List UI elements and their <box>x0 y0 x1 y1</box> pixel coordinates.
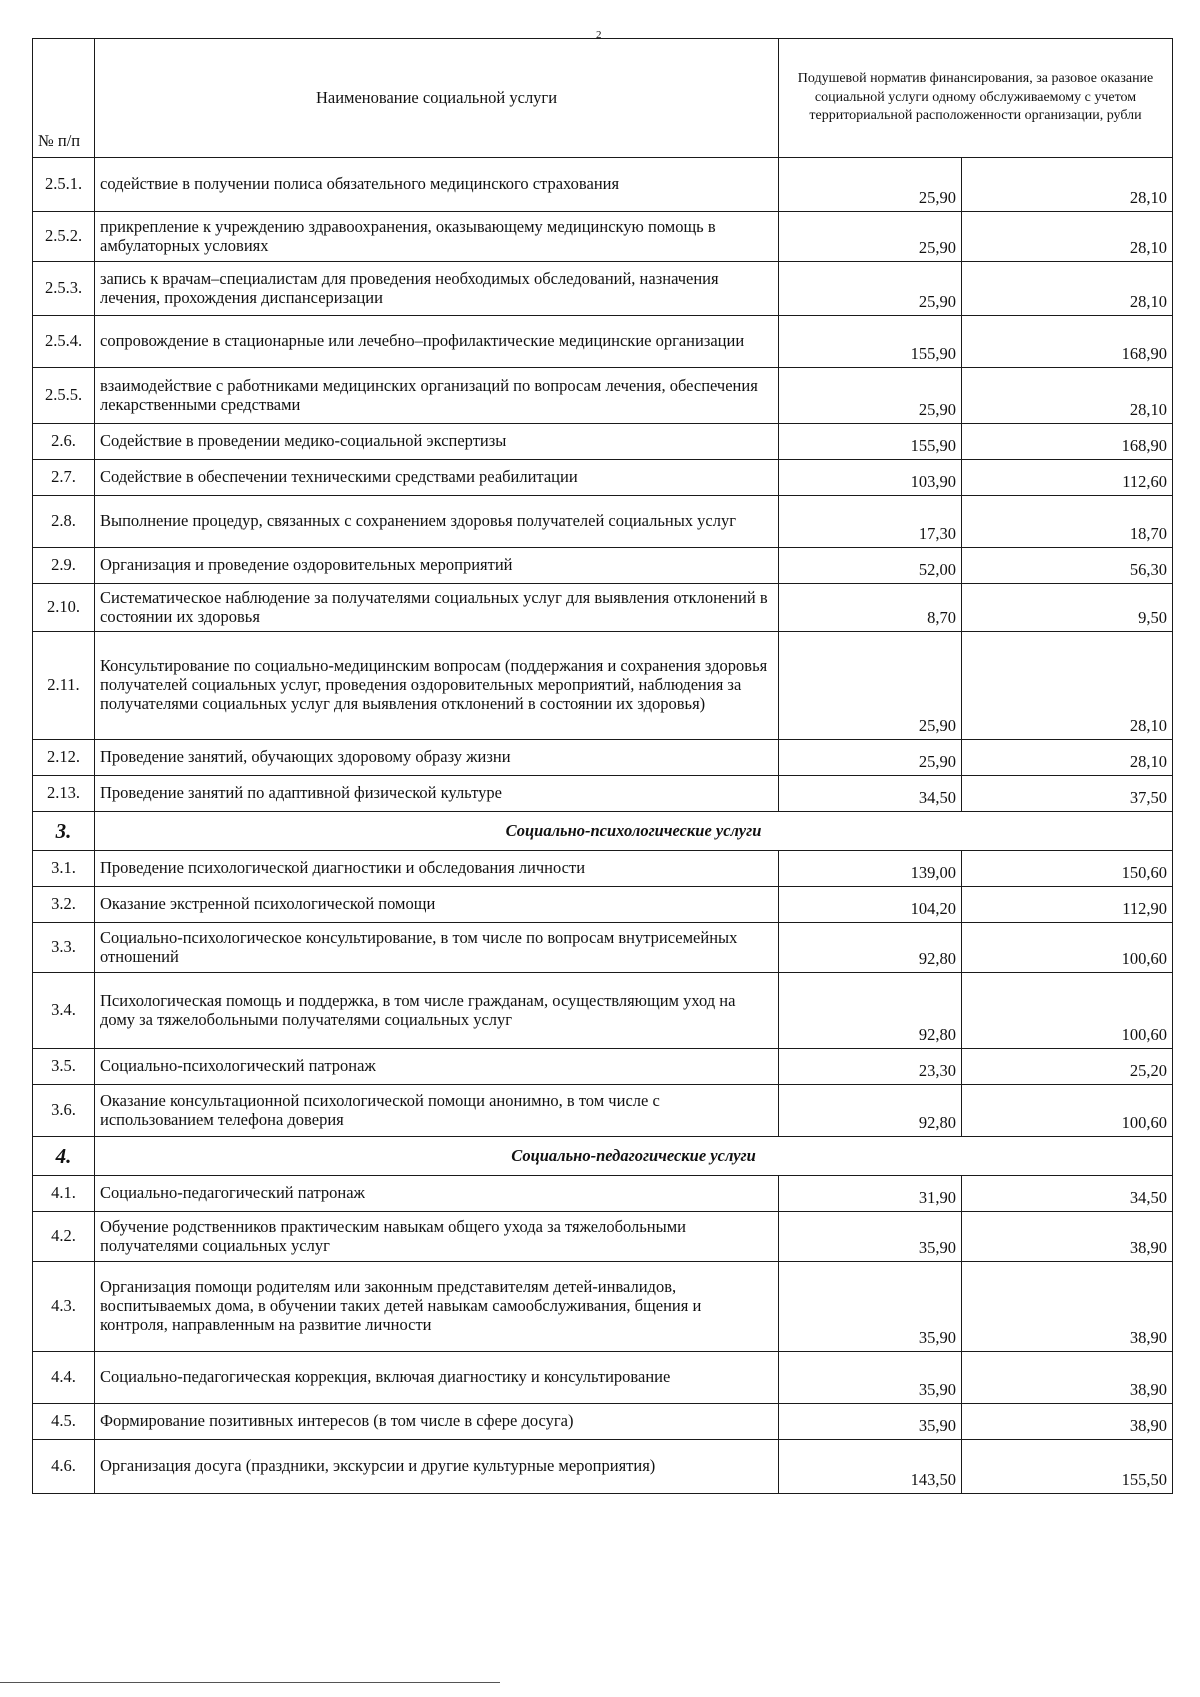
row-number: 2.11. <box>33 632 95 740</box>
norm-value-1: 25,90 <box>779 158 962 212</box>
norm-value-1: 17,30 <box>779 496 962 548</box>
row-number: 2.5.4. <box>33 316 95 368</box>
table-row <box>33 548 1173 584</box>
table-row <box>33 316 1173 368</box>
norm-value-1: 34,50 <box>779 776 962 812</box>
norm-value-2: 25,20 <box>962 1049 1173 1085</box>
row-number: 2.7. <box>33 460 95 496</box>
service-name: Выполнение процедур, связанных с сохранением здоровья получателей социальных услуг <box>95 496 779 548</box>
table-row <box>33 632 1173 740</box>
row-number: 2.5.5. <box>33 368 95 424</box>
norm-value-2: 34,50 <box>962 1176 1173 1212</box>
norm-value-1: 52,00 <box>779 548 962 584</box>
row-number: 2.13. <box>33 776 95 812</box>
norm-value-2: 56,30 <box>962 548 1173 584</box>
service-name: Содействие в проведении медико-социальной экспертизы <box>95 424 779 460</box>
row-number: 4.4. <box>33 1352 95 1404</box>
norm-value-1: 35,90 <box>779 1404 962 1440</box>
norm-value-2: 9,50 <box>962 584 1173 632</box>
row-number: 3.1. <box>33 851 95 887</box>
service-name: сопровождение в стационарные или лечебно–профилактические медицинские организации <box>95 316 779 368</box>
norm-value-1: 25,90 <box>779 212 962 262</box>
row-number: 3.2. <box>33 887 95 923</box>
service-name: Организация помощи родителям или законным представителям детей-инвалидов, воспитываемых дома, в обучении таких детей навыкам самообслуживания, бщения и контроля, направленным на развитие личности <box>95 1262 779 1352</box>
service-name: запись к врачам–специалистам для проведения необходимых обследований, назначения лечения, прохождения диспансеризации <box>95 262 779 316</box>
table-row <box>33 262 1173 316</box>
table-row <box>33 460 1173 496</box>
row-number: 4.2. <box>33 1212 95 1262</box>
table-row <box>33 740 1173 776</box>
section-title: Социально-психологические услуги <box>95 812 1173 851</box>
service-name: Социально-психологическое консультирование, в том числе по вопросам внутрисемейных отношений <box>95 923 779 973</box>
service-name: Систематическое наблюдение за получателями социальных услуг для выявления отклонений в состоянии их здоровья <box>95 584 779 632</box>
service-name: Проведение занятий, обучающих здоровому образу жизни <box>95 740 779 776</box>
norm-value-2: 38,90 <box>962 1404 1173 1440</box>
table-row <box>33 776 1173 812</box>
norm-value-1: 25,90 <box>779 740 962 776</box>
norm-value-2: 38,90 <box>962 1212 1173 1262</box>
service-name: Формирование позитивных интересов (в том числе в сфере досуга) <box>95 1404 779 1440</box>
table-row <box>33 584 1173 632</box>
service-name: Организация и проведение оздоровительных мероприятий <box>95 548 779 584</box>
service-name: Социально-педагогический патронаж <box>95 1176 779 1212</box>
norm-value-1: 25,90 <box>779 262 962 316</box>
norm-value-2: 28,10 <box>962 368 1173 424</box>
norm-value-2: 150,60 <box>962 851 1173 887</box>
norm-value-2: 112,90 <box>962 887 1173 923</box>
row-number: 2.5.1. <box>33 158 95 212</box>
norm-value-1: 25,90 <box>779 368 962 424</box>
table-row <box>33 1352 1173 1404</box>
row-number: 3.6. <box>33 1085 95 1137</box>
table-row <box>33 923 1173 973</box>
table-row <box>33 851 1173 887</box>
row-number: 2.5.3. <box>33 262 95 316</box>
row-number: 2.5.2. <box>33 212 95 262</box>
norm-value-2: 112,60 <box>962 460 1173 496</box>
table-row <box>33 1440 1173 1494</box>
norm-value-1: 143,50 <box>779 1440 962 1494</box>
footer-divider <box>0 1682 500 1683</box>
row-number: 3.5. <box>33 1049 95 1085</box>
norm-value-1: 104,20 <box>779 887 962 923</box>
norm-value-2: 100,60 <box>962 973 1173 1049</box>
norm-value-2: 18,70 <box>962 496 1173 548</box>
service-name: Обучение родственников практическим навыкам общего ухода за тяжелобольными получателями социальных услуг <box>95 1212 779 1262</box>
norm-value-2: 100,60 <box>962 1085 1173 1137</box>
norm-value-1: 155,90 <box>779 424 962 460</box>
norm-value-1: 139,00 <box>779 851 962 887</box>
table-row <box>33 496 1173 548</box>
service-name: прикрепление к учреждению здравоохранения, оказывающему медицинскую помощь в амбулаторных условиях <box>95 212 779 262</box>
table-row <box>33 1049 1173 1085</box>
table-body <box>33 158 1173 1494</box>
norm-value-1: 23,30 <box>779 1049 962 1085</box>
header-financing-norm: Подушевой норматив финансирования, за разовое оказание социальной услуги одному обслуживаемому с учетом территориальной расположенности организации, рубли <box>779 39 1173 158</box>
header-num: № п/п <box>33 39 95 158</box>
row-number: 4.3. <box>33 1262 95 1352</box>
norm-value-1: 31,90 <box>779 1176 962 1212</box>
service-name: Организация досуга (праздники, экскурсии и другие культурные мероприятия) <box>95 1440 779 1494</box>
section-title: Социально-педагогические услуги <box>95 1137 1173 1176</box>
service-name: Проведение психологической диагностики и обследования личности <box>95 851 779 887</box>
norm-value-2: 38,90 <box>962 1352 1173 1404</box>
norm-value-2: 168,90 <box>962 316 1173 368</box>
service-name: Психологическая помощь и поддержка, в том числе гражданам, осуществляющим уход на дому за тяжелобольными получателями социальных услуг <box>95 973 779 1049</box>
service-name: Содействие в обеспечении техническими средствами реабилитации <box>95 460 779 496</box>
row-number: 2.8. <box>33 496 95 548</box>
section-number: 3. <box>33 812 95 851</box>
table-row <box>33 1085 1173 1137</box>
norm-value-1: 92,80 <box>779 973 962 1049</box>
table-row <box>33 1212 1173 1262</box>
service-name: Консультирование по социально-медицинским вопросам (поддержания и сохранения здоровья получателей социальных услуг, проведения оздоровительных мероприятий, наблюдения за получателями социальных услуг для выявления отклонений в состоянии их здоровья) <box>95 632 779 740</box>
norm-value-2: 155,50 <box>962 1440 1173 1494</box>
table-row <box>33 887 1173 923</box>
row-number: 4.6. <box>33 1440 95 1494</box>
table-row <box>33 1176 1173 1212</box>
table-row <box>33 212 1173 262</box>
norm-value-2: 168,90 <box>962 424 1173 460</box>
norm-value-1: 92,80 <box>779 1085 962 1137</box>
norm-value-1: 35,90 <box>779 1352 962 1404</box>
table-row <box>33 158 1173 212</box>
row-number: 2.12. <box>33 740 95 776</box>
table-header-row <box>33 39 1173 158</box>
norm-value-1: 25,90 <box>779 632 962 740</box>
table-row <box>33 368 1173 424</box>
row-number: 2.6. <box>33 424 95 460</box>
norm-value-2: 28,10 <box>962 262 1173 316</box>
row-number: 2.9. <box>33 548 95 584</box>
norm-value-2: 100,60 <box>962 923 1173 973</box>
norm-value-1: 103,90 <box>779 460 962 496</box>
row-number: 4.1. <box>33 1176 95 1212</box>
norm-value-2: 28,10 <box>962 632 1173 740</box>
norm-value-1: 8,70 <box>779 584 962 632</box>
norm-value-1: 155,90 <box>779 316 962 368</box>
row-number: 2.10. <box>33 584 95 632</box>
service-name: Проведение занятий по адаптивной физической культуре <box>95 776 779 812</box>
service-name: Оказание экстренной психологической помощи <box>95 887 779 923</box>
section-row <box>33 1137 1173 1176</box>
section-row <box>33 812 1173 851</box>
service-name: взаимодействие с работниками медицинских организаций по вопросам лечения, обеспечения лекарственными средствами <box>95 368 779 424</box>
section-number: 4. <box>33 1137 95 1176</box>
norm-value-2: 38,90 <box>962 1262 1173 1352</box>
norm-value-2: 28,10 <box>962 212 1173 262</box>
row-number: 3.3. <box>33 923 95 973</box>
row-number: 3.4. <box>33 973 95 1049</box>
service-name: Оказание консультационной психологической помощи анонимно, в том числе с использованием телефона доверия <box>95 1085 779 1137</box>
service-name: Социально-психологический патронаж <box>95 1049 779 1085</box>
service-name: содействие в получении полиса обязательного медицинского страхования <box>95 158 779 212</box>
services-table <box>32 38 1173 1494</box>
table-row <box>33 1404 1173 1440</box>
norm-value-1: 35,90 <box>779 1262 962 1352</box>
norm-value-1: 92,80 <box>779 923 962 973</box>
row-number: 4.5. <box>33 1404 95 1440</box>
norm-value-2: 28,10 <box>962 158 1173 212</box>
page-number: 2 <box>596 29 602 41</box>
table-row <box>33 973 1173 1049</box>
header-service-name: Наименование социальной услуги <box>95 39 779 158</box>
table-row <box>33 424 1173 460</box>
norm-value-2: 37,50 <box>962 776 1173 812</box>
table-row <box>33 1262 1173 1352</box>
norm-value-2: 28,10 <box>962 740 1173 776</box>
norm-value-1: 35,90 <box>779 1212 962 1262</box>
service-name: Социально-педагогическая коррекция, включая диагностику и консультирование <box>95 1352 779 1404</box>
